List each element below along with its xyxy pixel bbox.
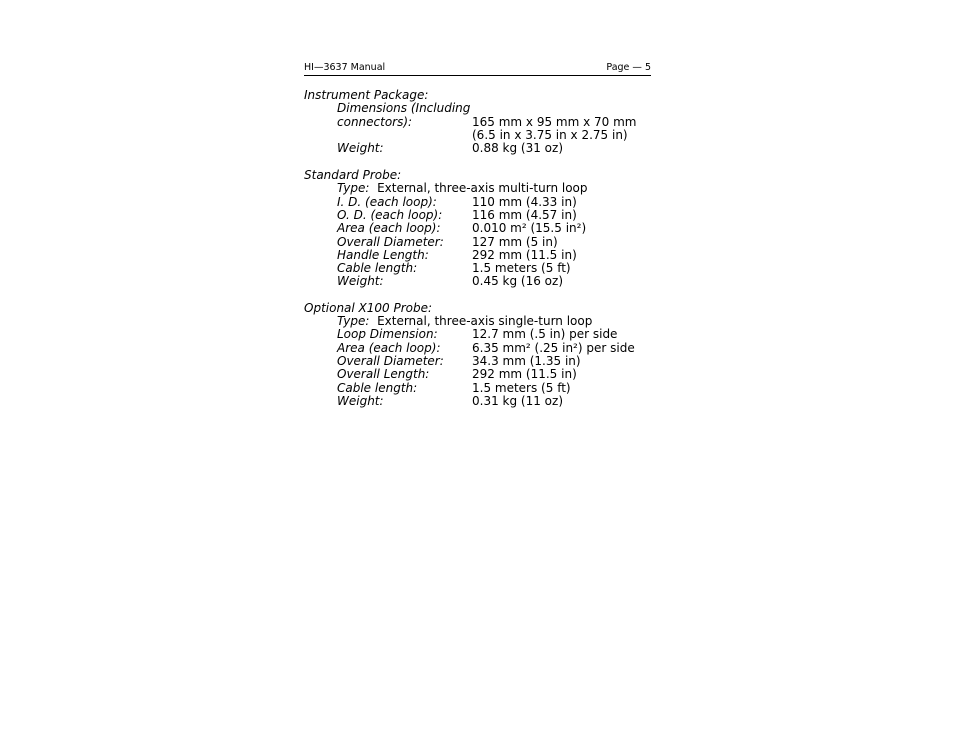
spec-label: Weight: <box>337 141 384 155</box>
type-value: External, three-axis single-turn loop <box>377 314 593 328</box>
section-title: Standard Probe: <box>304 168 402 182</box>
section-title: Instrument Package: <box>304 88 429 102</box>
spec-label: Cable length: <box>337 381 418 395</box>
spec-label: Overall Length: <box>337 367 430 381</box>
spec-value: 116 mm (4.57 in) <box>472 208 577 222</box>
spec-label: Area (each loop): <box>337 221 441 235</box>
spec-value: 0.31 kg (11 oz) <box>472 394 564 408</box>
spec-label: connectors): <box>337 115 413 129</box>
spec-label: Handle Length: <box>337 248 429 262</box>
type-row <box>337 181 588 195</box>
type-label: Type: <box>337 314 378 328</box>
type-label: Type: <box>337 181 378 195</box>
spec-value: 0.010 m² (15.5 in²) <box>472 221 587 235</box>
spec-value: 292 mm (11.5 in) <box>472 367 577 381</box>
manual-title: HI—3637 Manual <box>304 62 386 73</box>
spec-label: O. D. (each loop): <box>337 208 443 222</box>
page-header <box>304 62 651 76</box>
spec-value: 292 mm (11.5 in) <box>472 248 577 262</box>
spec-value: 34.3 mm (1.35 in) <box>472 354 581 368</box>
spec-value: 165 mm x 95 mm x 70 mm <box>472 115 637 129</box>
spec-value: 0.45 kg (16 oz) <box>472 274 564 288</box>
type-value: External, three-axis multi-turn loop <box>377 181 588 195</box>
spec-value: 1.5 meters (5 ft) <box>472 381 571 395</box>
spec-label: Overall Diameter: <box>337 235 444 249</box>
spec-label: Dimensions (Including <box>337 101 471 115</box>
spec-label: Overall Diameter: <box>337 354 444 368</box>
spec-label: Area (each loop): <box>337 341 441 355</box>
spec-value: 1.5 meters (5 ft) <box>472 261 571 275</box>
spec-value: (6.5 in x 3.75 in x 2.75 in) <box>472 128 628 142</box>
spec-label: I. D. (each loop): <box>337 195 437 209</box>
spec-label: Weight: <box>337 394 384 408</box>
type-row <box>337 314 592 328</box>
spec-label: Weight: <box>337 274 384 288</box>
spec-value: 6.35 mm² (.25 in²) per side <box>472 341 635 355</box>
spec-value: 110 mm (4.33 in) <box>472 195 577 209</box>
page-number: Page — 5 <box>606 62 651 73</box>
section-title: Optional X100 Probe: <box>304 301 433 315</box>
spec-label: Cable length: <box>337 261 418 275</box>
spec-value: 12.7 mm (.5 in) per side <box>472 327 618 341</box>
spec-label: Loop Dimension: <box>337 327 438 341</box>
spec-value: 127 mm (5 in) <box>472 235 558 249</box>
spec-value: 0.88 kg (31 oz) <box>472 141 564 155</box>
